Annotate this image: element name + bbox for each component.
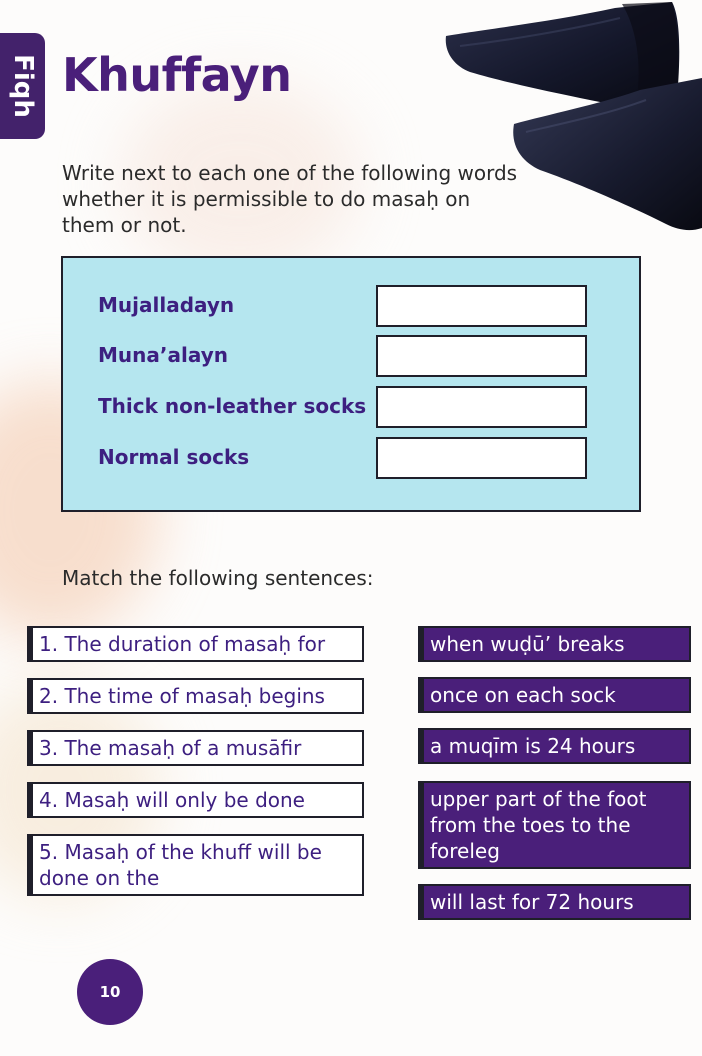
match-right-item[interactable]: when wuḍū’ breaks (418, 626, 691, 662)
match-left-item[interactable]: 5. Masaḥ of the khuff will be done on the (27, 834, 364, 896)
term-label: Normal socks (98, 445, 250, 469)
list-item (98, 285, 638, 327)
term-label: Muna’alayn (98, 343, 228, 367)
list-item (98, 386, 638, 428)
match-left-item[interactable]: 4. Masaḥ will only be done (27, 782, 364, 818)
matching-heading: Match the following sentences: (62, 566, 374, 590)
section-tab-label: Fiqh (7, 54, 38, 118)
match-right-item[interactable]: will last for 72 hours (418, 884, 691, 920)
term-label: Thick non-leather socks (98, 394, 367, 418)
answer-field[interactable] (376, 386, 587, 428)
match-right-item[interactable]: a muqīm is 24 hours (418, 728, 691, 764)
section-tab (0, 33, 45, 139)
match-right-item[interactable]: once on each sock (418, 677, 691, 713)
answer-field[interactable] (376, 285, 587, 327)
match-left-item[interactable]: 2. The time of masaḥ begins (27, 678, 364, 714)
permissibility-panel (61, 256, 641, 512)
list-item (98, 335, 638, 377)
term-label: Mujalladayn (98, 293, 235, 317)
match-right-item[interactable]: upper part of the foot from the toes to the foreleg (418, 781, 691, 869)
page-number: 10 (77, 959, 143, 1025)
page-title: Khuffayn (62, 48, 292, 102)
answer-field[interactable] (376, 437, 587, 479)
list-item (98, 437, 638, 479)
instruction-text: Write next to each one of the following words whether it is permissible to do masaḥ on them or not. (62, 161, 518, 237)
match-left-item[interactable]: 3. The masaḥ of a musāfir (27, 730, 364, 766)
answer-field[interactable] (376, 335, 587, 377)
match-left-item[interactable]: 1. The duration of masaḥ for (27, 626, 364, 662)
